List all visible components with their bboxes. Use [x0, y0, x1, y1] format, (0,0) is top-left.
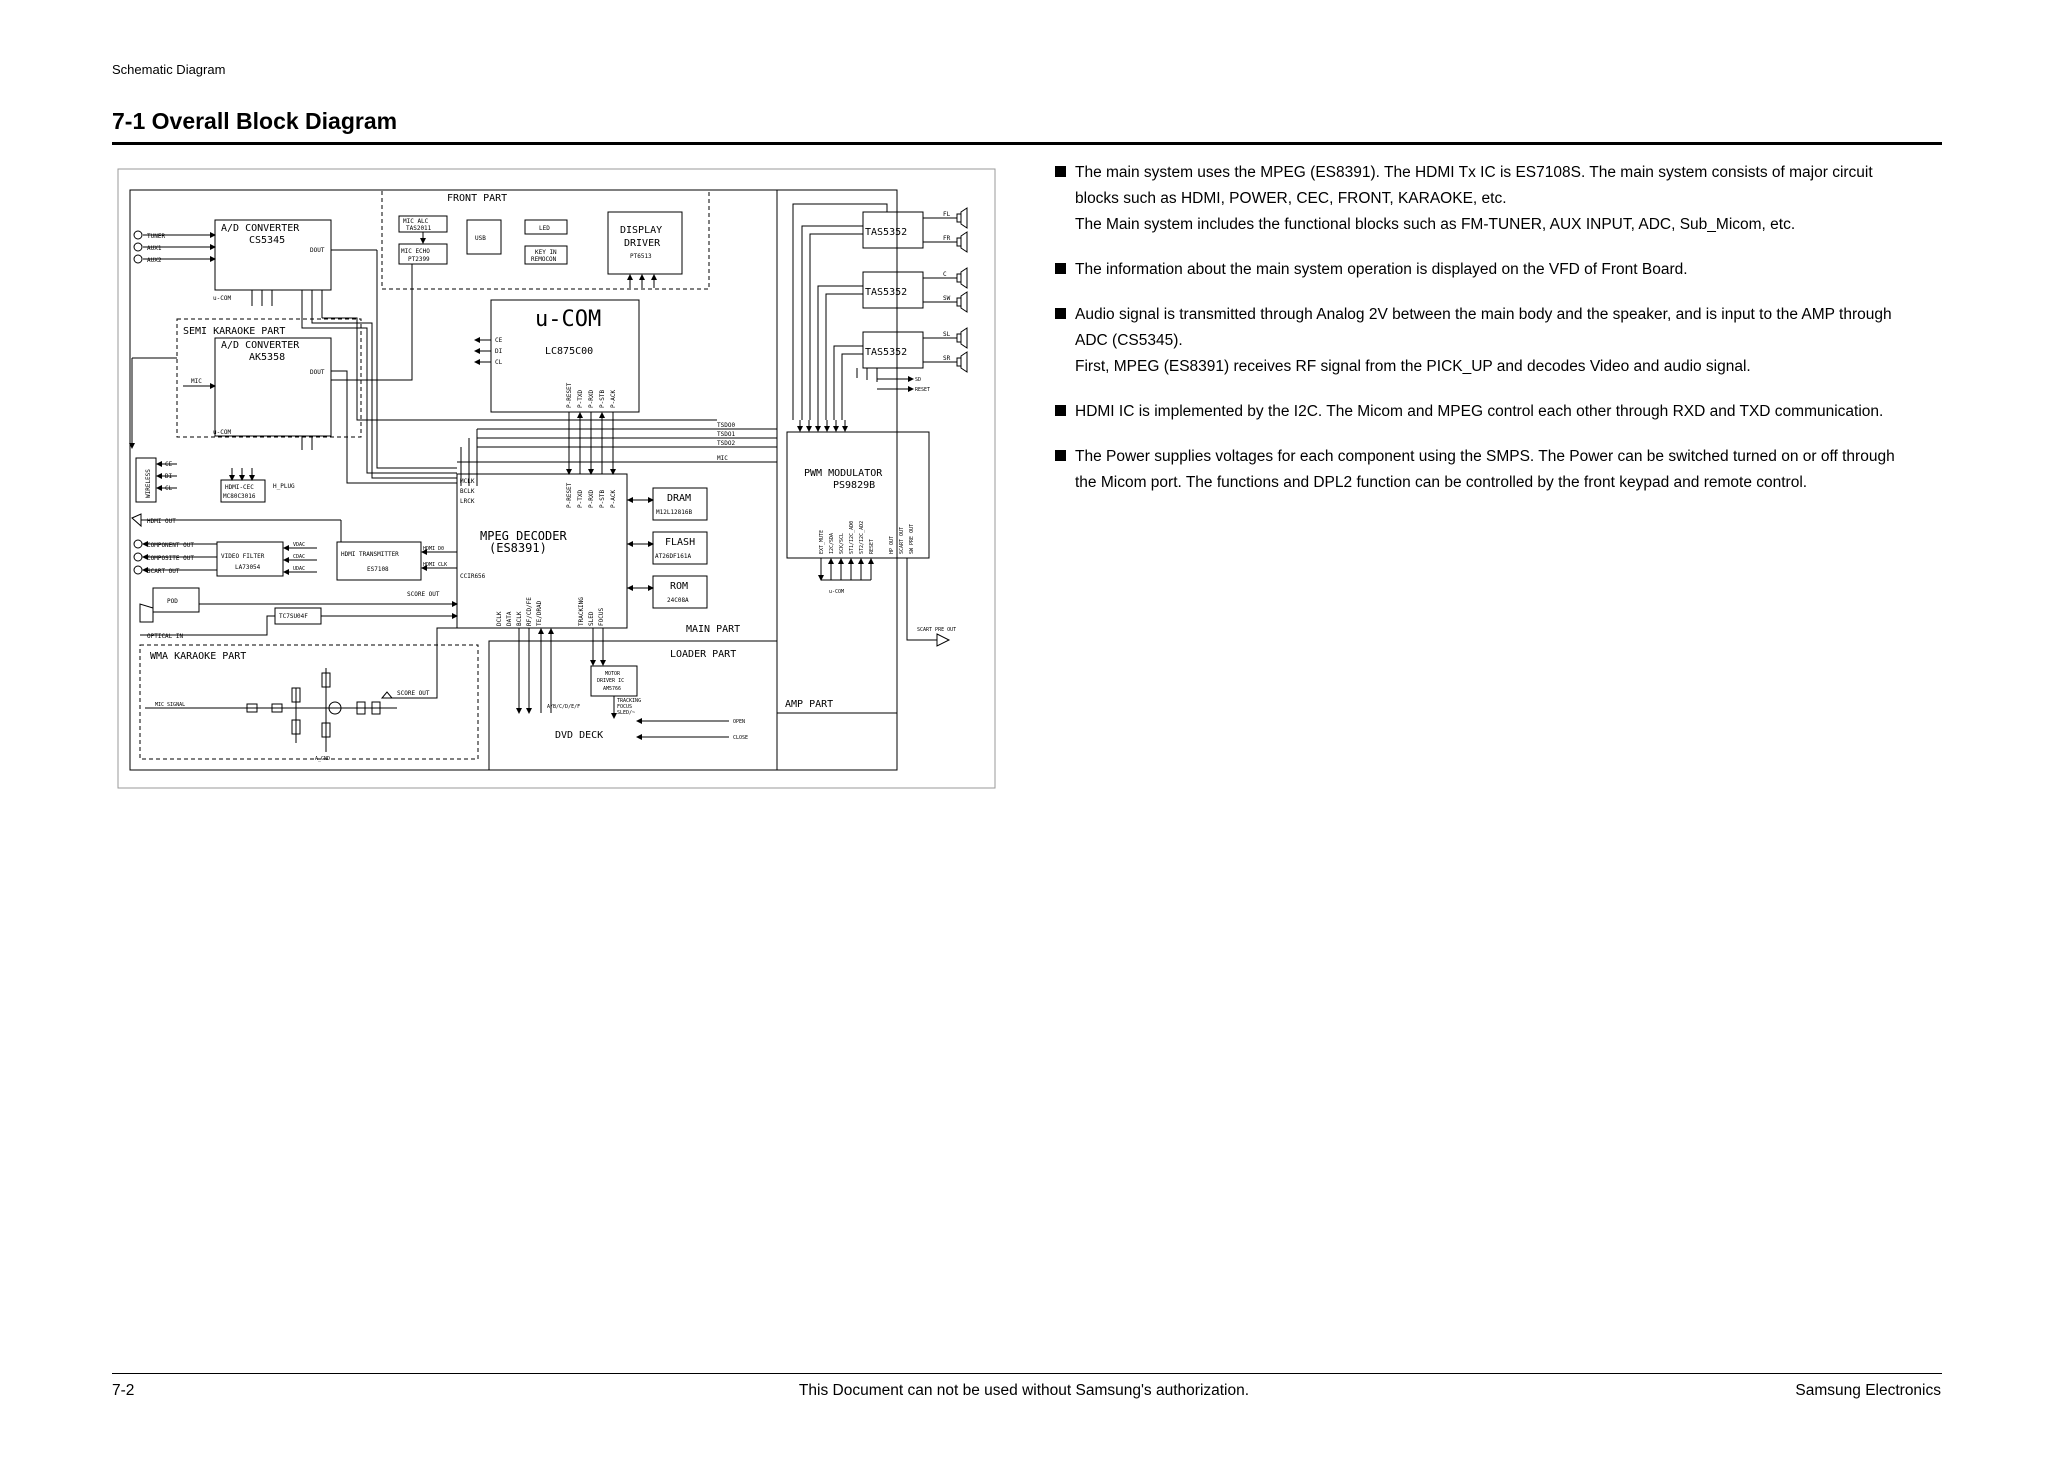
component-out-label: COMPONENT OUT: [147, 542, 194, 549]
footer-notice: This Document can not be used without Samsung's authorization.: [798, 1382, 1250, 1399]
description-item: [1055, 160, 1935, 238]
reset-label: RESET: [915, 387, 931, 393]
ucom-pin: P-ACK: [610, 389, 617, 408]
ucom-title: u-COM: [535, 307, 602, 332]
main-part-label: MAIN PART: [686, 624, 741, 635]
key-in-title: KEY IN: [535, 249, 557, 256]
hdmi-cec-title: HDMI-CEC: [225, 484, 254, 491]
scart-pre-out-label: SCART PRE OUT: [917, 627, 957, 633]
aux2-label: AUX2: [147, 257, 162, 264]
pwm-pin: ST1/I2C_AD0: [849, 520, 855, 554]
key-in-part: REMOCON: [531, 256, 557, 263]
h-plug-label: H_PLUG: [273, 483, 295, 490]
mpeg-part: (ES8391): [489, 541, 547, 555]
pwm-pin: SCART OUT: [899, 526, 905, 554]
mic-echo-part: PT2399: [408, 256, 430, 263]
sw-label: SW: [943, 295, 951, 302]
wma-karaoke-region: [140, 645, 478, 759]
flash-title: FLASH: [665, 537, 696, 548]
agnd-label: A_GND: [315, 756, 331, 762]
dout-label-2: DOUT: [310, 369, 325, 376]
pod-label: POD: [167, 598, 178, 605]
sr-label: SR: [943, 355, 951, 362]
score-out-label: SCORE OUT: [407, 591, 440, 598]
tsdo2-label: TSDO2: [717, 440, 736, 447]
rom-part: 24C08A: [667, 597, 689, 604]
motor-part: AM5766: [603, 686, 622, 692]
pwm-part: PS9829B: [833, 480, 876, 491]
open-label: OPEN: [733, 719, 746, 725]
pwm-pin: SW PRE OUT: [909, 523, 915, 554]
karaoke-circuit: [247, 668, 392, 752]
mpeg-bottom-pin: DCLK: [496, 611, 503, 626]
semi-karaoke-label: SEMI KARAOKE PART: [183, 326, 286, 337]
hdmi-tx-part: ES7108: [367, 566, 389, 573]
ad-converter-part: CS5345: [249, 235, 286, 246]
mpeg-mclk: MCLK: [460, 478, 475, 485]
dram-title: DRAM: [667, 493, 692, 504]
mpeg-pin: P-RXD: [588, 489, 595, 508]
mpeg-pin: P-STB: [599, 489, 606, 508]
description-line: the Micom port. The functions and DPL2 function can be controlled by the front keypad and remote control.: [1075, 474, 1808, 491]
ucom-label-3: u-COM: [829, 589, 845, 595]
output-jacks: [134, 540, 142, 574]
mpeg-bottom-pin: SLED: [588, 611, 595, 626]
description-list: [1055, 160, 1935, 515]
loader-region: [489, 641, 777, 770]
hdmi-transmitter-block: [337, 542, 421, 580]
pwm-pin: RESET: [869, 538, 875, 554]
mpeg-bottom-pin: BCLK: [516, 611, 523, 626]
sd-label: SD: [915, 377, 922, 383]
ucom-pin: P-RXD: [588, 389, 595, 408]
score-out-karaoke: SCORE OUT: [397, 690, 430, 697]
mic-echo-title: MIC ECHO: [401, 248, 430, 255]
ccir656-label: CCIR656: [460, 573, 486, 580]
ucom-label-1: u-COM: [213, 295, 232, 302]
fr-label: FR: [943, 235, 951, 242]
tas1-label: TAS5352: [865, 227, 908, 238]
hdmi-out-label: HDMI OUT: [147, 518, 176, 525]
description-line: The information about the main system operation is displayed on the VFD of Front Board.: [1075, 261, 1688, 278]
cdac-label: CDAC: [293, 554, 306, 560]
mpeg-bottom-pin: DATA: [506, 611, 513, 626]
ucom-part: LC875C00: [545, 346, 594, 357]
square-bullet-icon: [1055, 450, 1066, 461]
description-item: [1055, 302, 1935, 380]
loader-part-label: LOADER PART: [670, 649, 737, 660]
mic-label: MIC: [191, 378, 202, 385]
pwm-bottom-pins: [819, 521, 915, 554]
mpeg-bclk: BCLK: [460, 488, 475, 495]
pwm-title: PWM MODULATOR: [804, 468, 883, 479]
square-bullet-icon: [1055, 405, 1066, 416]
ucom-pin-labels: [566, 382, 617, 408]
tracking-label: TRACKING: [617, 698, 642, 704]
description-line: HDMI IC is implemented by the I2C. The Micom and MPEG control each other through RXD and TXD communication.: [1075, 403, 1884, 420]
page-number: 7-2: [112, 1382, 135, 1399]
tuner-label: TUNER: [147, 233, 166, 240]
running-header: Schematic Diagram: [112, 62, 226, 77]
pwm-pin: SCK/SCL: [839, 532, 845, 554]
title-rule: [112, 142, 1942, 145]
block-diagram-svg: [117, 168, 997, 790]
front-part-label: FRONT PART: [447, 193, 508, 204]
pwm-pin: I2C/SDA: [829, 532, 835, 554]
description-line: The main system uses the MPEG (ES8391). The HDMI Tx IC is ES7108S. The main system consists of major circuit: [1075, 164, 1873, 181]
mic-alc-title: MIC ALC: [403, 218, 429, 225]
flash-part: AT26DF161A: [655, 553, 692, 560]
ucom-di: DI: [495, 348, 503, 355]
footer-rule: [112, 1373, 1942, 1374]
speaker-outputs: [923, 208, 967, 372]
video-filter-title: VIDEO FILTER: [221, 553, 265, 560]
mpeg-bottom-pin: RF/CD/FE: [526, 597, 533, 626]
display-title1: DISPLAY: [620, 225, 663, 236]
mpeg-bottom-pin: FOCUS: [598, 607, 605, 626]
wl-cl: CL: [165, 485, 173, 492]
description-line: blocks such as HDMI, POWER, CEC, FRONT, KARAOKE, etc.: [1075, 190, 1507, 207]
udac-label: UDAC: [293, 566, 306, 572]
footer-company: Samsung Electronics: [1795, 1382, 1941, 1399]
dram-part: M12L12816B: [656, 509, 693, 516]
mpeg-lrck: LRCK: [460, 498, 475, 505]
description-line: ADC (CS5345).: [1075, 332, 1183, 349]
tas2-label: TAS5352: [865, 287, 908, 298]
square-bullet-icon: [1055, 263, 1066, 274]
description-item: [1055, 257, 1935, 283]
mpeg-pin: P-ACK: [610, 489, 617, 508]
close-label: CLOSE: [733, 735, 749, 741]
c-label: C: [943, 271, 947, 278]
dout-label: DOUT: [310, 247, 325, 254]
wma-karaoke-label: WMA KARAOKE PART: [150, 651, 247, 662]
hdmi-tx-title: HDMI TRANSMITTER: [341, 551, 399, 558]
description-line: Audio signal is transmitted through Analog 2V between the main body and the speaker, and is input to the AMP through: [1075, 306, 1892, 323]
wl-ce: CE: [165, 461, 173, 468]
abcdef-label: A/B/C/D/E/F: [547, 704, 581, 710]
led-label: LED: [539, 225, 550, 232]
pwm-modulator-block: [787, 432, 929, 558]
scart-out-label: SCART OUT: [147, 568, 180, 575]
ucom-pin: P-TXD: [577, 389, 584, 408]
description-line: First, MPEG (ES8391) receives RF signal from the PICK_UP and decodes Video and audio signal.: [1075, 358, 1751, 375]
video-filter-part: LA73054: [235, 564, 261, 571]
hdmi-d-label: HDMI D0: [423, 546, 445, 552]
ucom-pin: P-STB: [599, 389, 606, 408]
tsdo0-label: TSDO0: [717, 422, 736, 429]
description-line: The Main system includes the functional blocks such as FM-TUNER, AUX INPUT, ADC, Sub_Micom, etc.: [1075, 216, 1796, 233]
mpeg-pin: P-TXD: [577, 489, 584, 508]
aux1-label: AUX1: [147, 245, 162, 252]
description-line: The Power supplies voltages for each component using the SMPS. The Power can be switched turned on or off through: [1075, 448, 1895, 465]
wireless-label: WIRELESS: [145, 469, 152, 498]
description-item: [1055, 399, 1935, 425]
motor-title2: DRIVER IC: [597, 678, 625, 684]
usb-label: USB: [475, 235, 486, 242]
display-part: PT6513: [630, 253, 652, 260]
ucom-label-2: u-COM: [213, 429, 232, 436]
input-jacks: [134, 231, 142, 263]
pwm-arrows: [800, 420, 845, 431]
ucom-ce: CE: [495, 337, 503, 344]
pwm-pin: EXT_MUTE: [819, 529, 825, 554]
dvd-deck-label: DVD DECK: [555, 730, 604, 741]
sl-label: SL: [943, 331, 951, 338]
display-title2: DRIVER: [624, 238, 661, 249]
ad-converter2-part: AK5358: [249, 352, 286, 363]
mic-alc-part: TAS2011: [406, 225, 432, 232]
mpeg-bottom-pin: TE/DRAD: [536, 600, 543, 626]
fl-label: FL: [943, 211, 951, 218]
tc7su04f-label: TC7SU04F: [279, 613, 308, 620]
overall-block-diagram: [117, 168, 997, 790]
mpeg-title: MPEG DECODER: [480, 529, 567, 543]
sled-label: SLED/~: [617, 710, 636, 716]
pwm-pin: ST2/I2C_AD2: [859, 520, 865, 554]
mpeg-pin: P-RESET: [566, 482, 573, 508]
focus-label: FOCUS: [617, 704, 633, 710]
square-bullet-icon: [1055, 308, 1066, 319]
section-title: 7-1 Overall Block Diagram: [112, 108, 398, 134]
rom-title: ROM: [670, 581, 689, 592]
optical-in-label: OPTICAL IN: [147, 633, 184, 640]
hdmi-clk-label: HDMI CLK: [423, 562, 448, 568]
composite-out-label: COMPOSITE OUT: [147, 555, 194, 562]
tsdo1-label: TSDO1: [717, 431, 736, 438]
mpeg-bottom-pin: TRACKING: [578, 597, 585, 626]
pod-icon: [140, 604, 153, 622]
ucom-pin: P-RESET: [566, 382, 573, 408]
mic-amp-label: MIC: [717, 455, 728, 462]
mpeg-bottom-pins: [496, 597, 605, 626]
wl-di: DI: [165, 473, 173, 480]
mic-signal-label: MIC SIGNAL: [155, 702, 186, 708]
square-bullet-icon: [1055, 166, 1066, 177]
ucom-cl: CL: [495, 359, 503, 366]
tas3-label: TAS5352: [865, 347, 908, 358]
description-item: [1055, 444, 1935, 496]
pwm-pin: HP OUT: [889, 535, 895, 554]
ad-converter2-title: A/D CONVERTER: [221, 340, 300, 351]
motor-title1: MOTOR: [605, 671, 621, 677]
vdac-label: VDAC: [293, 542, 306, 548]
ad-converter-title: A/D CONVERTER: [221, 223, 300, 234]
mpeg-top-pins: [566, 482, 617, 508]
hdmi-cec-part: MC80C3016: [223, 493, 256, 500]
amp-part-label: AMP PART: [785, 699, 834, 710]
